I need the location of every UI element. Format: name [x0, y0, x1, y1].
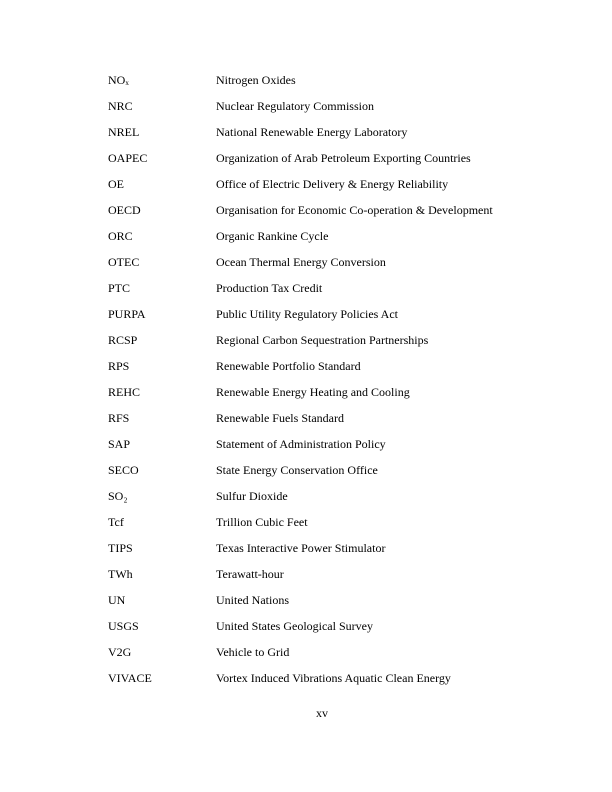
definition: Trillion Cubic Feet: [216, 515, 308, 529]
abbreviation: REHC: [108, 385, 141, 399]
definition: National Renewable Energy Laboratory: [216, 125, 408, 139]
definition: Office of Electric Delivery & Energy Reliability: [216, 177, 449, 191]
abbreviation: SAP: [108, 437, 131, 451]
abbreviation: PURPA: [108, 307, 146, 321]
definition: Regional Carbon Sequestration Partnerships: [216, 333, 429, 347]
definition: Vortex Induced Vibrations Aquatic Clean Energy: [216, 671, 451, 685]
definition: Organic Rankine Cycle: [216, 229, 329, 243]
abbreviation: NOₓ: [108, 73, 129, 87]
abbreviation: OAPEC: [108, 151, 148, 165]
definition: Renewable Fuels Standard: [216, 411, 344, 425]
definition: Nitrogen Oxides: [216, 73, 296, 87]
definition: Renewable Portfolio Standard: [216, 359, 361, 373]
definition: Sulfur Dioxide: [216, 489, 288, 503]
abbreviation: TIPS: [108, 541, 133, 555]
definition: United Nations: [216, 593, 289, 607]
abbreviation: UN: [108, 593, 126, 607]
abbreviation: SECO: [108, 463, 139, 477]
abbreviation: ORC: [108, 229, 133, 243]
definition: Production Tax Credit: [216, 281, 323, 295]
abbreviation: Tcf: [108, 515, 124, 529]
definition: Renewable Energy Heating and Cooling: [216, 385, 410, 399]
abbreviation: OE: [108, 177, 124, 191]
abbreviation: USGS: [108, 619, 139, 633]
definition: State Energy Conservation Office: [216, 463, 378, 477]
definition: Texas Interactive Power Stimulator: [216, 541, 386, 555]
abbreviation: OTEC: [108, 255, 140, 269]
definition: Ocean Thermal Energy Conversion: [216, 255, 386, 269]
abbreviation: VIVACE: [108, 671, 152, 685]
definition: Terawatt-hour: [216, 567, 284, 581]
abbreviation: NREL: [108, 125, 140, 139]
definition: United States Geological Survey: [216, 619, 373, 633]
abbreviation: OECD: [108, 203, 141, 217]
abbreviation: NRC: [108, 99, 133, 113]
definition: Vehicle to Grid: [216, 645, 290, 659]
definition: Statement of Administration Policy: [216, 437, 386, 451]
abbreviation: RPS: [108, 359, 130, 373]
abbreviation: SO₂: [108, 489, 128, 503]
definition: Organization of Arab Petroleum Exporting Countries: [216, 151, 471, 165]
abbreviation: RFS: [108, 411, 130, 425]
abbreviation: V2G: [108, 645, 132, 659]
abbreviation: TWh: [108, 567, 133, 581]
definition: Public Utility Regulatory Policies Act: [216, 307, 398, 321]
page-number: xv: [316, 706, 328, 720]
abbreviation: RCSP: [108, 333, 138, 347]
definition: Nuclear Regulatory Commission: [216, 99, 374, 113]
abbreviation: PTC: [108, 281, 131, 295]
definition: Organisation for Economic Co-operation & Development: [216, 203, 493, 217]
